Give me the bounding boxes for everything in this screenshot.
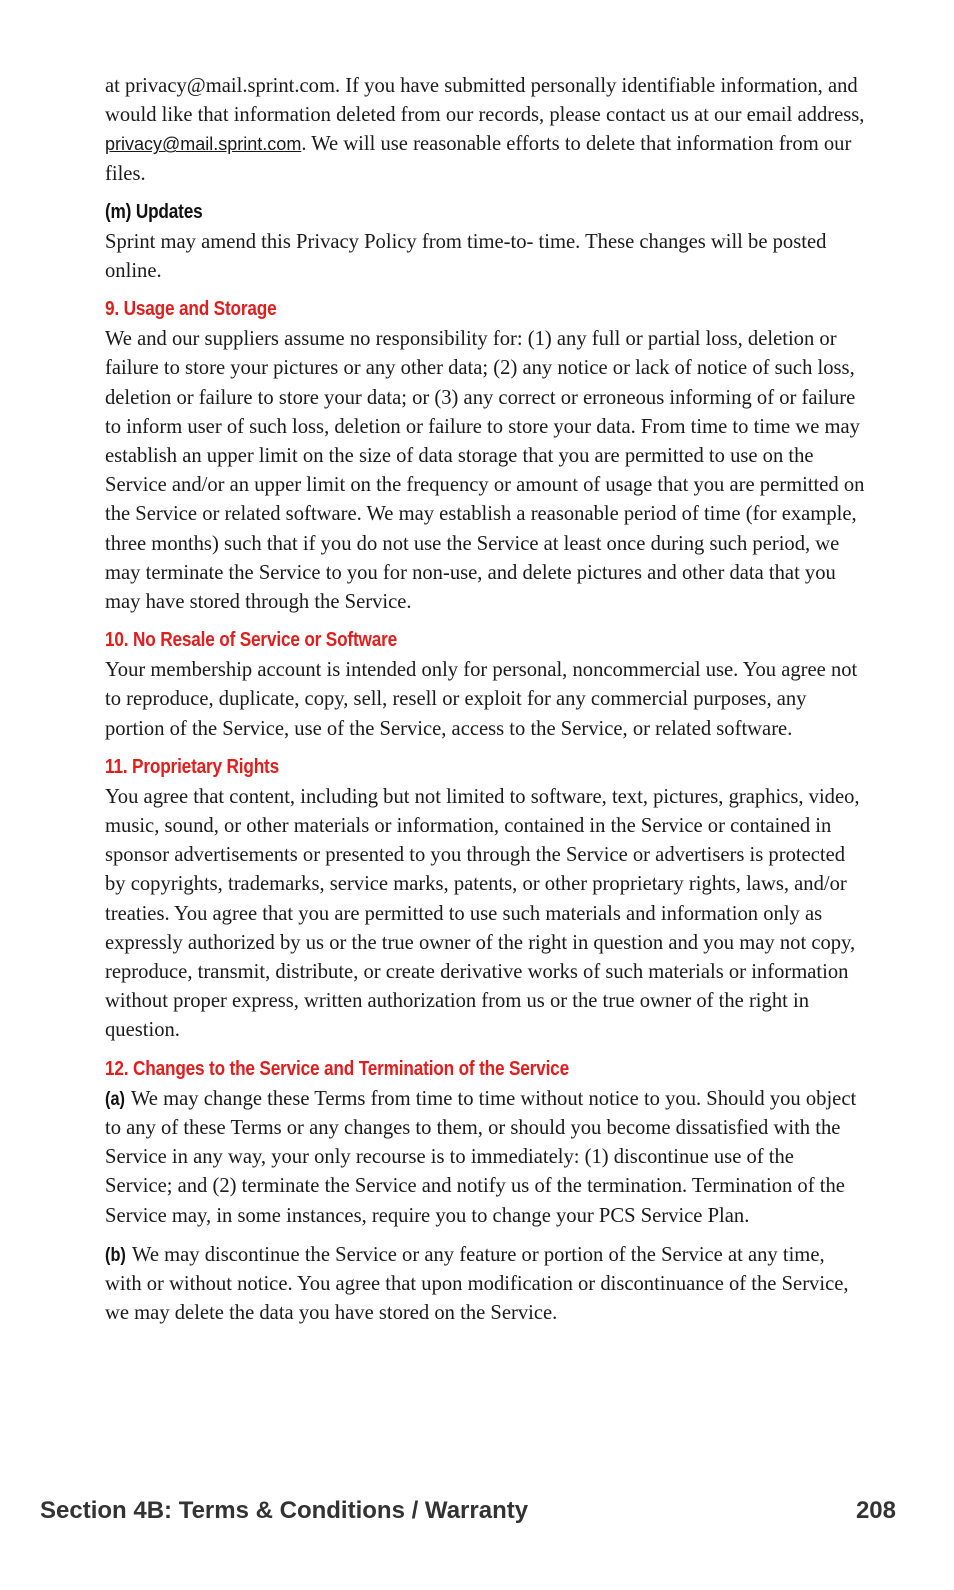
no-resale-paragraph: Your membership account is intended only for personal, noncommercial use. You agree not to reproduce, duplicate, copy, sell, resell or exploit for any commercial purposes, any portion of the Service, use of the Service, access to the Service, or related software. [105, 659, 858, 740]
footer-page-number: 208 [855, 1497, 896, 1524]
changes-a-label: (a) [105, 1088, 125, 1110]
updates-paragraph: Sprint may amend this Privacy Policy from time-to- time. These changes will be posted online. [105, 230, 827, 283]
usage-storage-paragraph: We and our suppliers assume no responsibility for: (1) any full or partial loss, deletion or failure to store your pictures or any other data; (2) any notice or lack of notice of such loss, deletion or failure to store your data; or (3) any correct or erroneous informing of or failure to inform user of such loss, deletion or failure to store your data. From time to time we may establish an upper limit on the size of data storage that you are permitted to use on the Service and/or an upper limit on the frequency or amount of usage that you are permitted on the Service or related software. We may establish a reasonable period of time (for example, three months) such that if you do not use the Service at least once during such period, we may terminate the Service to you for non-use, and delete pictures and other data that you may have stored through the Service. [105, 328, 865, 614]
changes-termination-heading: 12. Changes to the Service and Termination of the Service [105, 1057, 569, 1080]
privacy-email-link[interactable]: privacy@mail.sprint.com [105, 134, 302, 155]
page-footer [40, 1494, 896, 1528]
intro-text-before-link: at privacy@mail.sprint.com. If you have submitted personally identifiable information, and would like that information deleted from our records, please contact us at our email address, [105, 75, 865, 127]
changes-a-text: We may change these Terms from time to time without notice to you. Should you object to any of these Terms or any changes to them, or should you become dissatisfied with the Service in any way, your only recourse is to immediately: (1) discontinue use of the Service; and (2) terminate the Service and notify us of the termination. Termination of the Service may, in some instances, require you to change your PCS Service Plan. [105, 1087, 857, 1227]
changes-b-label: (b) [105, 1244, 126, 1266]
no-resale-heading: 10. No Resale of Service or Software [105, 629, 398, 652]
changes-a-paragraph [105, 1085, 865, 1231]
changes-b-paragraph [105, 1241, 865, 1329]
page-content [105, 72, 865, 1328]
usage-storage-heading: 9. Usage and Storage [105, 298, 277, 321]
intro-text-after-link: . We will use reasonable efforts to delete that information from our files. [105, 133, 852, 185]
footer-section-title: Section 4B: Terms & Conditions / Warranty [40, 1497, 529, 1524]
changes-b-text: We may discontinue the Service or any feature or portion of the Service at any time, with or without notice. You agree that upon modification or discontinuance of the Service, we may delete the data you have stored on the Service. [105, 1243, 849, 1325]
updates-heading: (m) Updates [105, 200, 203, 223]
intro-paragraph [105, 72, 865, 189]
proprietary-rights-paragraph: You agree that content, including but not limited to software, text, pictures, graphics, video, music, sound, or other materials or information, contained in the Service or contained in sponsor advertisements or presented to you through the Service or advertisers is protected by copyrights, trademarks, service marks, patents, or other proprietary rights, laws, and/or treaties. You agree that you are permitted to use such materials and information only as expressly authorized by us or the true owner of the right in question and you may not copy, reproduce, transmit, distribute, or create derivative works of such materials or information without proper express, written authorization from us or the true owner of the right in question. [105, 785, 860, 1042]
proprietary-rights-heading: 11. Proprietary Rights [105, 755, 280, 778]
paragraph-gap [105, 1231, 865, 1241]
